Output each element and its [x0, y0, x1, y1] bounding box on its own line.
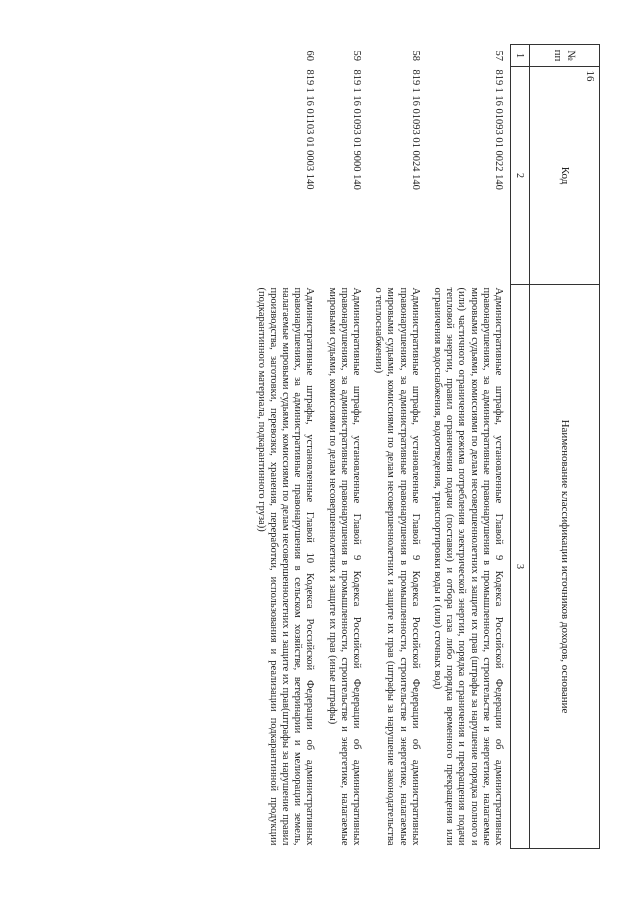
row-description: Административные штрафы, установленные Главой 10 Кодекса Российской Федерации об административных правонарушениях, за административные правонарушения в сельском хозяйстве, ветеринарии и мелиорации земель, налагаемые мировыми судьями, комиссиями по делам несовершеннолетних и защите их прав(штрафы за нарушение правил производства, заготовки, перевозки, хранения, переработки, использования и реализации подкарантинной продукции (подкарантинного материала, подкарантинного груза)): [255, 287, 316, 846]
row-code: 1 16 01093 01 9000 140: [350, 87, 362, 190]
row-num: 59: [350, 50, 362, 61]
row-code: 1 16 01103 01 0003 140: [304, 87, 316, 190]
row-num: 60: [304, 50, 316, 61]
row-num: 58: [409, 50, 421, 61]
row-description: Административные штрафы, установленные Главой 9 Кодекса Российской Федерации об административных правонарушениях, за административные правонарушения в промышленности, строительстве и энергетике, налагаемые мировыми судьями, комиссиями по делам несовершеннолетних и защите их прав (штрафы за нарушение порядка полного и (или) частичного ограничения режима потребления электрической энергии, порядка ограничения и прекращения подачи тепловой энергии, правил ограничения подачи (поставки) и отбора газа либо порядка временного прекращения или ограничения водоснабжения, водоотведения, транспортировки воды и (или) сточных вод): [431, 287, 504, 846]
colnum-2: 2: [511, 67, 530, 285]
header-num: № пп: [530, 45, 600, 67]
row-code: 1 16 01093 01 0024 140: [409, 87, 421, 190]
row-description: Административные штрафы, установленные Главой 9 Кодекса Российской Федерации об административных правонарушениях, за административные правонарушения в промышленности, строительстве и энергетике, налагаемые мировыми судьями, комиссиями по делам несовершеннолетних и защите их прав (штрафы за нарушение законодательства о теплоснабжении): [373, 287, 421, 846]
row-admin-code: 819: [493, 69, 504, 86]
header-code: Код: [530, 67, 600, 285]
row-code: 1 16 01093 01 0022 140: [493, 87, 504, 190]
header-name: Наименование классификации источников доходов, основание: [530, 285, 600, 849]
rotated-page-content: [66, 44, 600, 848]
row-admin-code: 819: [350, 69, 362, 86]
table-colnum-row: [511, 45, 530, 849]
row-admin-code: 819: [409, 69, 421, 86]
page-number: 16: [584, 70, 596, 82]
table-row: [368, 45, 427, 849]
row-num: 57: [493, 50, 504, 61]
colnum-3: 3: [511, 285, 530, 849]
revenue-classification-table: [250, 44, 600, 849]
table-row: [427, 45, 511, 849]
row-admin-code: 819: [304, 69, 316, 86]
table-row: [321, 45, 368, 849]
table-header-row: [530, 45, 600, 849]
table-row: [250, 45, 321, 849]
row-description: Административные штрафы, установленные Главой 9 Кодекса Российской Федерации об административных правонарушениях, за административные правонарушения в промышленности, строительстве и энергетике, налагаемые мировыми судьями, комиссиями по делам несовершеннолетних и защите их прав (иные штрафы): [326, 287, 362, 846]
colnum-1: 1: [511, 45, 530, 67]
